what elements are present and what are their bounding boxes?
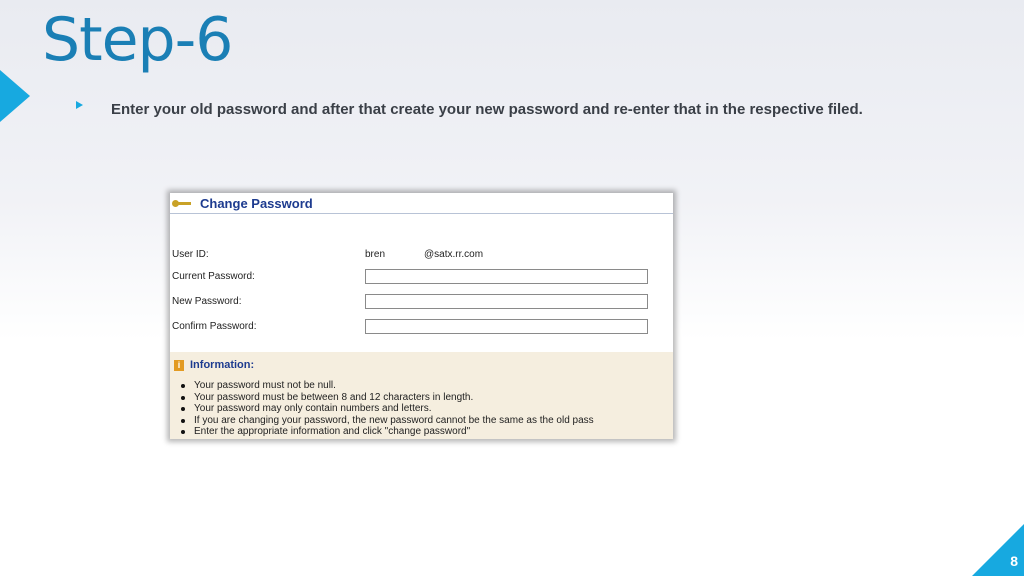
information-item: Your password must not be null. xyxy=(180,380,594,392)
information-item: Your password may only contain numbers and letters. xyxy=(180,403,594,415)
left-arrow-decoration xyxy=(0,70,30,122)
information-item: Your password must be between 8 and 12 characters in length. xyxy=(180,392,594,404)
new-password-label: New Password: xyxy=(172,296,242,307)
instruction-text: Enter your old password and after that create your new password and re-enter that in the respective filed. xyxy=(111,101,863,118)
header-divider xyxy=(170,213,673,214)
information-title: Information: xyxy=(190,359,255,371)
information-item: Enter the appropriate information and click "change password" xyxy=(180,426,594,438)
user-id-label: User ID: xyxy=(172,249,209,260)
information-icon: i xyxy=(174,360,184,371)
page-number: 8 xyxy=(1010,553,1018,569)
bullet-arrow-icon xyxy=(76,101,83,109)
change-password-screenshot xyxy=(170,193,673,439)
information-list xyxy=(180,380,594,438)
user-id-domain: @satx.rr.com xyxy=(424,249,484,260)
user-id-name: bren xyxy=(365,249,386,260)
information-item: If you are changing your password, the new password cannot be the same as the old pass xyxy=(180,415,594,427)
current-password-field[interactable] xyxy=(365,269,648,284)
confirm-password-field[interactable] xyxy=(365,319,648,334)
slide-title: Step-6 xyxy=(42,5,233,75)
current-password-label: Current Password: xyxy=(172,271,255,282)
information-heading xyxy=(174,359,254,371)
key-icon xyxy=(172,198,192,208)
information-panel xyxy=(170,352,673,439)
new-password-field[interactable] xyxy=(365,294,648,309)
change-password-title: Change Password xyxy=(200,195,313,211)
confirm-password-label: Confirm Password: xyxy=(172,321,257,332)
change-password-header xyxy=(172,194,313,212)
